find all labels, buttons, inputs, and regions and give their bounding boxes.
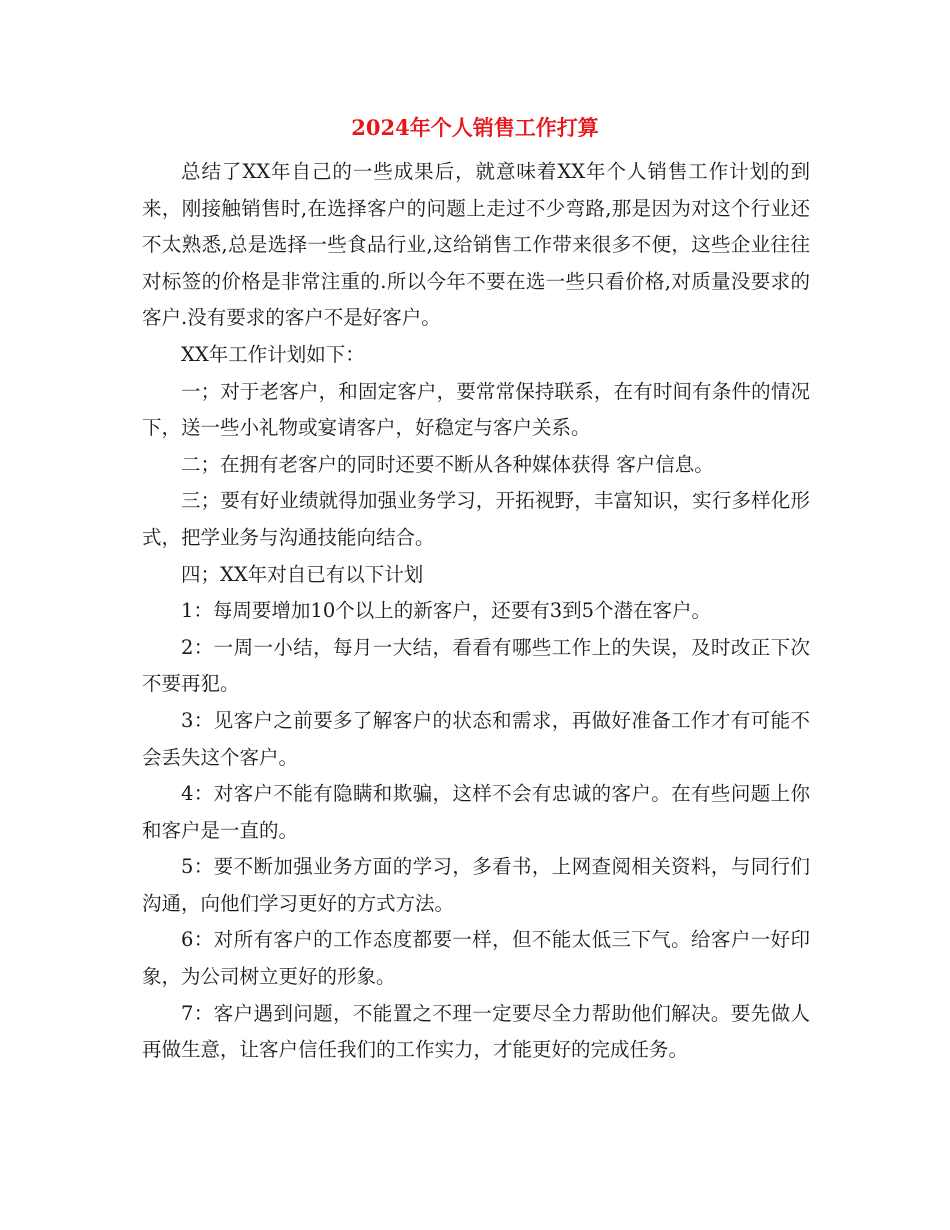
paragraph-point-1: 1：每周要增加10个以上的新客户，还要有3到5个潜在客户。 [181, 599, 712, 623]
paragraph-point-7: 7：客户遇到问题，不能置之不理一定要尽全力帮助他们解决。要先做人再做生意，让客户信任我们的工作实力，才能更好的完成任务。 [142, 1001, 810, 1062]
paragraph-plan-heading: XX年工作计划如下： [181, 342, 365, 366]
paragraph-item-1: 一；对于老客户，和固定客户，要常常保持联系，在有时间有条件的情况下，送一些小礼物或宴请客户，好稳定与客户关系。 [142, 379, 810, 440]
paragraph-point-4: 4：对客户不能有隐瞒和欺骗，这样不会有忠诚的客户。在有些问题上你和客户是一直的。 [142, 782, 810, 842]
paragraph-item-3: 三；要有好业绩就得加强业务学习，开拓视野，丰富知识，实行多样化形式，把学业务与沟通技能向结合。 [142, 489, 810, 549]
paragraph-point-2: 2：一周一小结，每月一大结，看看有哪些工作上的失误，及时改正下次不要再犯。 [142, 635, 810, 696]
paragraph-intro: 总结了XX年自己的一些成果后，就意味着XX年个人销售工作计划的到来，刚接触销售时,在选择客户的问题上走过不少弯路,那是因为对这个行业还不太熟悉,总是选择一些食品行业,这给销售工作带来很多不便，这些企业往往对标签的价格是非常注重的.所以今年不要在选一些只看价格,对质量没要求的客户.没有要求的客户不是好客户。 [142, 160, 810, 330]
document-title: 2024年个人销售工作打算 [351, 115, 599, 140]
document-body [142, 154, 810, 1069]
paragraph-item-4: 四；XX年对自已有以下计划 [181, 562, 424, 586]
paragraph-point-3: 3：见客户之前要多了解客户的状态和需求，再做好准备工作才有可能不会丢失这个客户。 [142, 708, 810, 769]
paragraph-point-5: 5：要不断加强业务方面的学习，多看书，上网查阅相关资料，与同行们沟通，向他们学习更好的方式方法。 [142, 855, 810, 915]
paragraph-item-2: 二；在拥有老客户的同时还要不断从各种媒体获得 客户信息。 [181, 452, 714, 476]
paragraph-point-6: 6：对所有客户的工作态度都要一样，但不能太低三下气。给客户一好印象，为公司树立更好的形象。 [142, 928, 810, 989]
